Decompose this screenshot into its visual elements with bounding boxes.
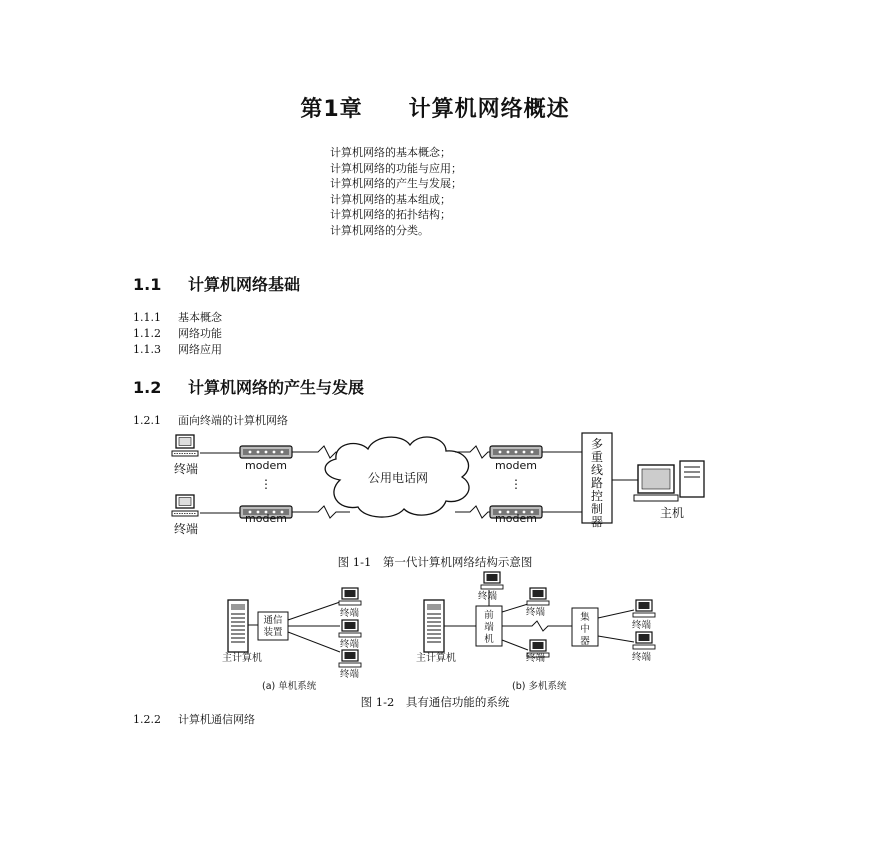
modem-label: modem	[245, 459, 287, 472]
host-computer-icon	[634, 461, 704, 501]
terminal-icon	[339, 620, 361, 637]
label-a: (a) 单机系统	[262, 681, 317, 692]
svg-text:重: 重	[590, 450, 604, 464]
modem-icon	[490, 446, 542, 458]
svg-text:前: 前	[484, 610, 494, 621]
modem-label: modem	[245, 512, 287, 525]
section-heading-1-1	[133, 272, 300, 295]
svg-text:控: 控	[590, 489, 604, 503]
terminal-icon	[633, 600, 655, 617]
label-b: (b) 多机系统	[512, 681, 567, 692]
figure-1-2	[0, 570, 870, 695]
terminal-label: 终端	[340, 608, 360, 619]
terminal-icon	[527, 588, 549, 605]
host-label: 主计算机	[416, 653, 456, 664]
terminal-icon	[172, 495, 198, 516]
terminal-icon	[633, 632, 655, 649]
modem-label: modem	[495, 512, 537, 525]
terminal-label: 终端	[526, 607, 546, 618]
svg-text:路: 路	[590, 476, 604, 490]
ellipsis: ⋮	[510, 477, 522, 491]
svg-text:通信: 通信	[263, 615, 283, 626]
terminal-label: 终端	[526, 653, 546, 664]
section-title: 计算机网络的产生与发展	[188, 378, 365, 397]
svg-text:装置: 装置	[263, 627, 283, 638]
chapter-number: 第1章	[300, 97, 363, 122]
terminal-label: 终端	[632, 620, 652, 631]
terminal-icon	[481, 572, 503, 589]
section-number: 1.1	[133, 275, 162, 294]
terminal-icon	[172, 435, 198, 456]
svg-text:机: 机	[484, 634, 494, 645]
terminal-label: 终端	[174, 462, 199, 476]
terminal-label: 终端	[174, 522, 199, 536]
host-computer-icon	[424, 600, 444, 652]
subsection-item: 1.1.1 基本概念	[133, 311, 222, 324]
subsection-item: 1.1.3 网络应用	[133, 343, 222, 356]
svg-text:器: 器	[590, 515, 604, 529]
objective-item: 计算机网络的分类。	[330, 223, 429, 237]
chapter-title	[0, 92, 870, 123]
section-heading-1-2	[133, 375, 364, 398]
objective-item: 计算机网络的基本概念；	[330, 146, 451, 159]
section-title: 计算机网络基础	[188, 275, 301, 294]
subsection-list	[133, 310, 222, 358]
svg-text:中: 中	[580, 624, 590, 635]
svg-text:端: 端	[484, 622, 494, 633]
subsection-heading-1-2-1: 1.2.1 面向终端的计算机网络	[133, 414, 288, 427]
svg-text:线: 线	[590, 463, 604, 477]
terminal-icon	[339, 588, 361, 605]
terminal-label: 终端	[340, 639, 360, 650]
cloud-label: 公用电话网	[367, 471, 429, 485]
svg-text:多: 多	[590, 437, 604, 451]
figure-1-2-caption: 图 1-2 具有通信功能的系统	[360, 695, 510, 709]
terminal-icon	[339, 650, 361, 667]
modem-icon	[240, 446, 292, 458]
svg-text:制: 制	[590, 502, 604, 516]
host-label: 主机	[660, 506, 685, 520]
subsection-heading-1-2-2: 1.2.2 计算机通信网络	[133, 713, 255, 726]
modem-label: modem	[495, 459, 537, 472]
section-number: 1.2	[133, 378, 162, 397]
figure-1-1	[0, 425, 870, 545]
figure-1-1-caption: 图 1-1 第一代计算机网络结构示意图	[337, 555, 533, 569]
chapter-title-text: 计算机网络概述	[408, 97, 570, 122]
terminal-label: 终端	[632, 652, 652, 663]
host-computer-icon	[228, 600, 248, 652]
ellipsis: ⋮	[260, 477, 272, 491]
objective-item: 计算机网络的功能与应用；	[330, 161, 462, 175]
terminal-label: 终端	[340, 669, 360, 680]
objective-item: 计算机网络的拓扑结构；	[330, 208, 451, 221]
objective-item: 计算机网络的基本组成；	[330, 192, 451, 206]
subsection-item: 1.1.2 网络功能	[133, 327, 222, 340]
objective-item: 计算机网络的产生与发展；	[330, 177, 462, 190]
chapter-objectives	[330, 145, 462, 238]
terminal-label: 终端	[478, 591, 498, 602]
svg-text:器: 器	[580, 636, 590, 647]
svg-text:集: 集	[580, 612, 590, 623]
host-label: 主计算机	[222, 653, 262, 664]
